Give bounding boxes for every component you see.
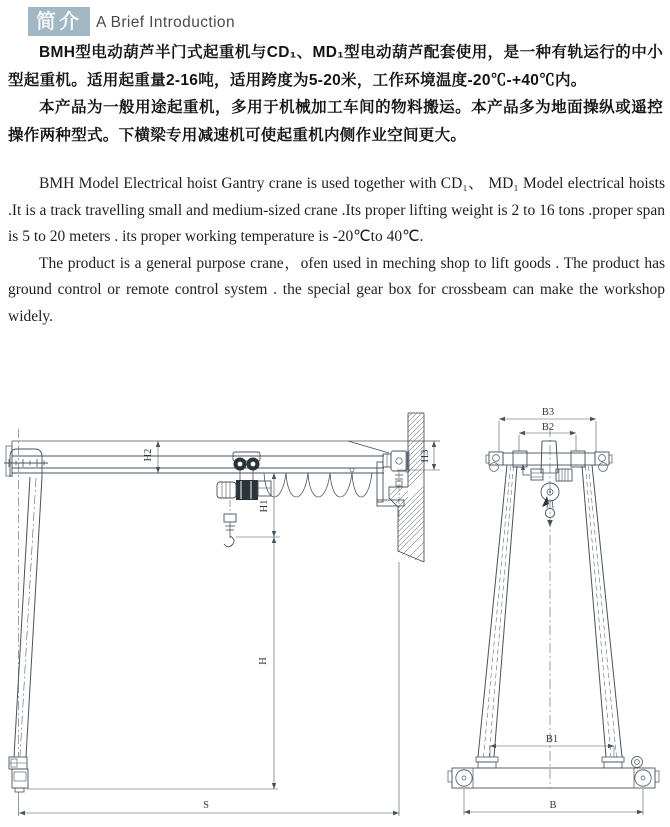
section-title: A Brief Introduction xyxy=(96,14,235,31)
dim-label-b: B xyxy=(549,800,557,811)
dim-label-b3: B3 xyxy=(541,407,555,418)
front-view-drawing xyxy=(448,407,659,815)
travel-wheel-unit xyxy=(9,429,28,816)
dim-label-h2: H2 xyxy=(143,448,154,462)
wall-hatching xyxy=(390,413,424,560)
side-view-drawing xyxy=(4,413,440,816)
trolley-beam xyxy=(486,451,612,471)
dim-label-h1: H1 xyxy=(259,499,270,513)
cn-paragraph-1: BMH型电动葫芦半门式起重机与CD₁、MD₁型电动葫芦配套使用，是一种有轨运行的中小型起重机。适用起重量2-16吨，适用跨度为5-20米，工作环境温度-20℃-+40℃内。 xyxy=(8,44,663,89)
en-paragraph-1: BMH Model Electrical hoist Gantry crane is used together with CD₁、 MD₁ Model electrical hoists .It is a track travelling small and medium-sized crane .Its proper lifting weight is 2 to 16 tons .proper span is 5 to 20 meters . its proper working temperature is -20℃to 40℃. xyxy=(8,175,665,245)
dim-label-b2: B2 xyxy=(541,422,555,433)
main-girder xyxy=(6,441,440,477)
girder-cross-section xyxy=(541,441,558,473)
left-leg xyxy=(4,449,48,757)
section-badge: 简介 xyxy=(28,7,90,36)
bottom-crossbeam xyxy=(448,757,659,789)
dim-label-b1: B1 xyxy=(545,734,559,745)
building-wall xyxy=(389,413,424,562)
festoon-cables xyxy=(264,473,372,497)
dim-label-h3: H3 xyxy=(420,449,431,463)
hoist-front xyxy=(521,464,572,527)
cn-paragraph-2: 本产品为一般用途起重机，多用于机械加工车间的物料搬运。本产品多为地面操纵或遥控操作两种型式。下横梁专用减速机可使起重机内侧作业空间更大。 xyxy=(8,99,663,144)
hook-block xyxy=(224,500,236,547)
dim-label-h: H xyxy=(258,657,269,665)
hoist-trolley xyxy=(217,452,271,500)
dim-label-s: S xyxy=(203,800,209,811)
en-paragraph-2: The product is a general purpose crane，ofen used in meching shop to lift goods . The product has ground control or remote control system . the special gear box for crossbeam can make the workshop widely. xyxy=(8,254,665,325)
